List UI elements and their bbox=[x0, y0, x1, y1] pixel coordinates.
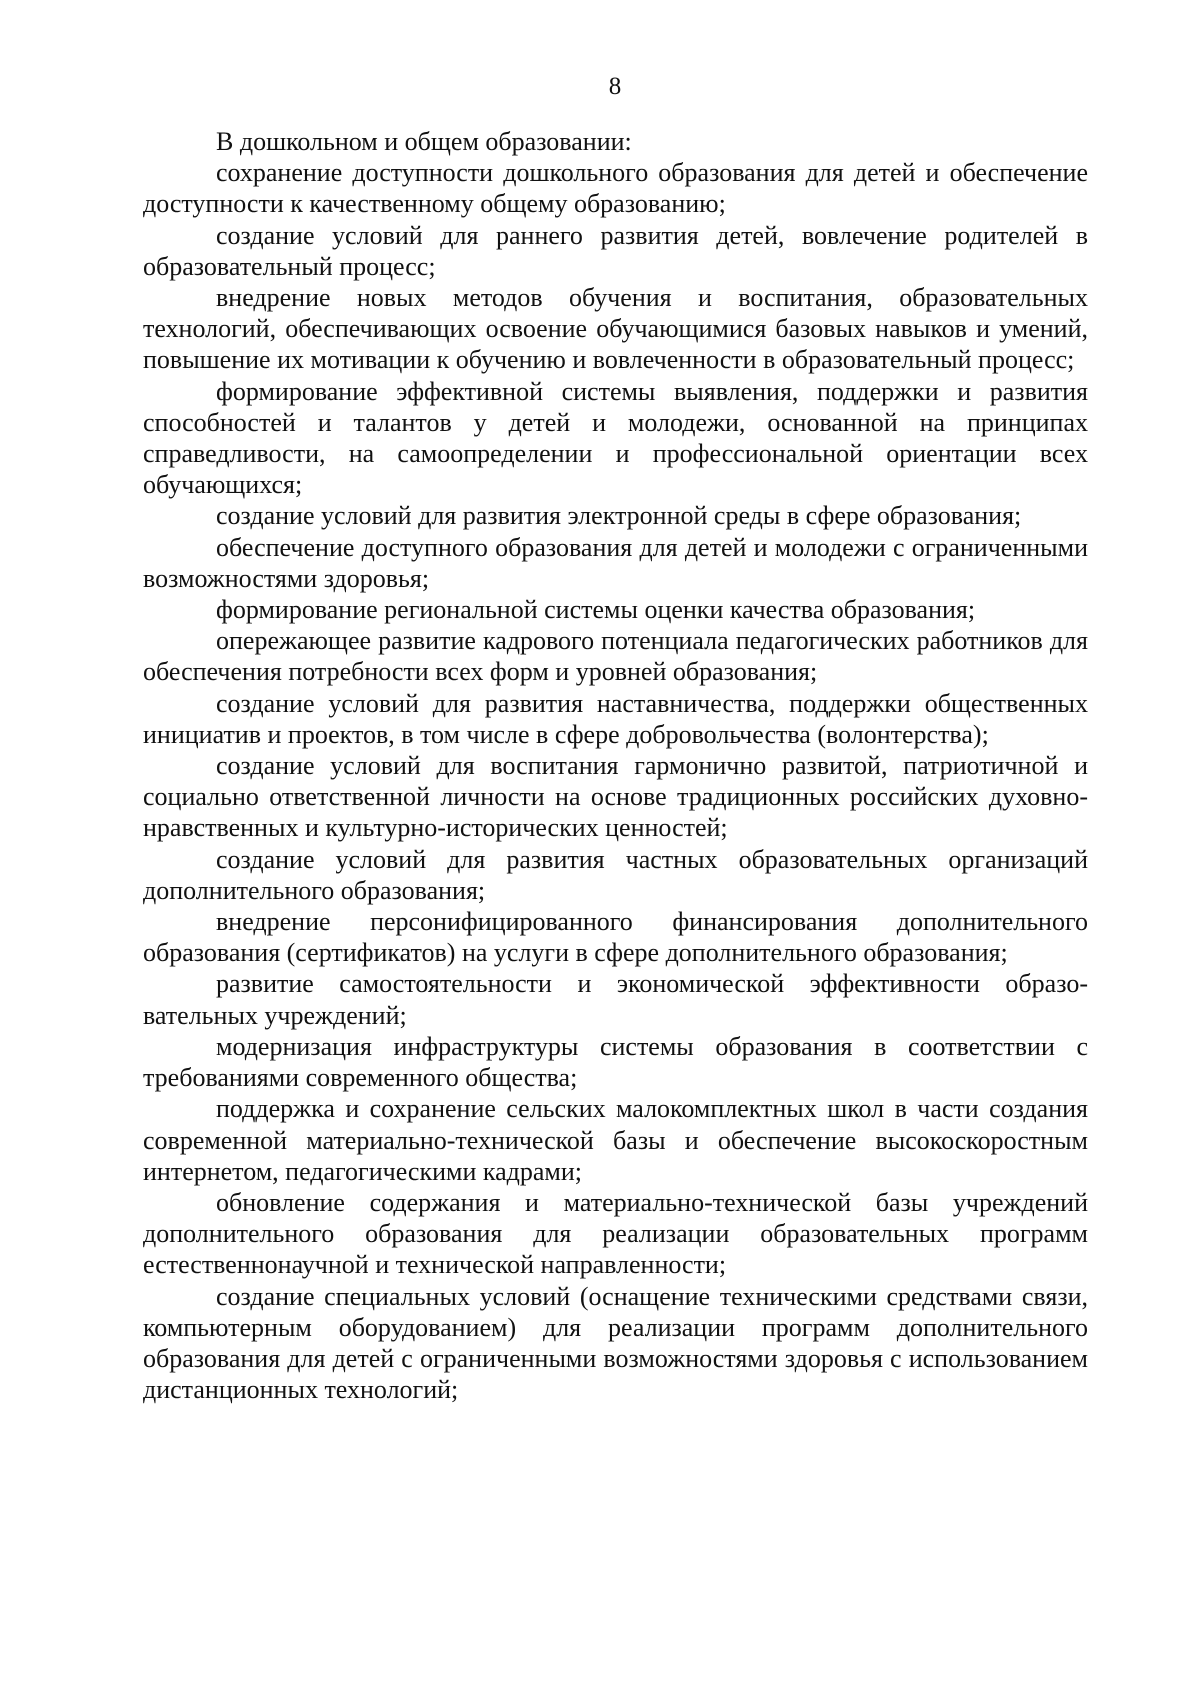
list-item: создание условий для развития частных образовательных организаций дополнительного образования; bbox=[143, 844, 1088, 905]
section-heading: В дошкольном и общем образовании: bbox=[216, 127, 632, 156]
page-number: 8 bbox=[608, 73, 622, 100]
list-item: развитие самостоятельности и экономической эффективности образовательных учреждений; bbox=[143, 969, 1088, 1030]
list-item: внедрение персонифицированного финансирования дополнительного образования (сертификатов) на услуги в сфере дополнительного образования; bbox=[143, 907, 1088, 968]
list-item: опережающее развитие кадрового потенциала педагогических работников для обеспечения потребности всех форм и уровней образования; bbox=[143, 626, 1088, 687]
list-item: создание условий для развития электронной среды в сфере образования; bbox=[216, 501, 1022, 531]
page-body bbox=[143, 126, 1088, 1405]
list-item: создание специальных условий (оснащение техническими средствами связи, компьютерным оборудованием) для реализации программ дополнительного образования для детей с ограниченными возможностями здоровья с использованием дистанционных технологий; bbox=[143, 1281, 1088, 1405]
list-item: обеспечение доступного образования для детей и молодежи с ограниченными возможностями здоровья; bbox=[143, 532, 1088, 593]
list-item: поддержка и сохранение сельских малокомплектных школ в части создания современной материально-технической базы и обеспечение высокоскоростным интернетом, педагогическими кадрами; bbox=[143, 1094, 1088, 1186]
list-item: сохранение доступности дошкольного образования для детей и обеспечение доступности к качественному общему образованию; bbox=[143, 158, 1088, 219]
list-item: обновление содержания и материально-технической базы учреждений дополнительного образования для реализации образовательных программ естественнонаучной и технической направленности; bbox=[143, 1187, 1088, 1280]
list-item: создание условий для воспитания гармонично развитой, патриотичной и социально ответственной личности на основе традиционных российских духовно-нравственных и культурно-исторических ценностей; bbox=[143, 751, 1088, 843]
list-item: создание условий для развития наставничества, поддержки общественных инициатив и проектов, в том числе в сфере добровольчества (волонтерства); bbox=[143, 688, 1088, 749]
list-item: формирование региональной системы оценки качества образования; bbox=[216, 595, 976, 625]
list-item: создание условий для раннего развития детей, вовлечение родителей в образовательный процесс; bbox=[143, 220, 1088, 281]
list-item: внедрение новых методов обучения и воспитания, образовательных технологий, обеспечивающих освоение обучающимися базовых навыков и умений, повышение их мотивации к обучению и вовлеченности в образовательный процесс; bbox=[143, 283, 1088, 375]
list-item: формирование эффективной системы выявления, поддержки и развития способностей и талантов у детей и молодежи, основанной на принципах справедливости, на самоопределении и профессиональной ориентации всех обучающихся; bbox=[143, 376, 1088, 500]
list-item: модернизация инфраструктуры системы образования в соответствии с требованиями современного общества; bbox=[143, 1031, 1088, 1093]
